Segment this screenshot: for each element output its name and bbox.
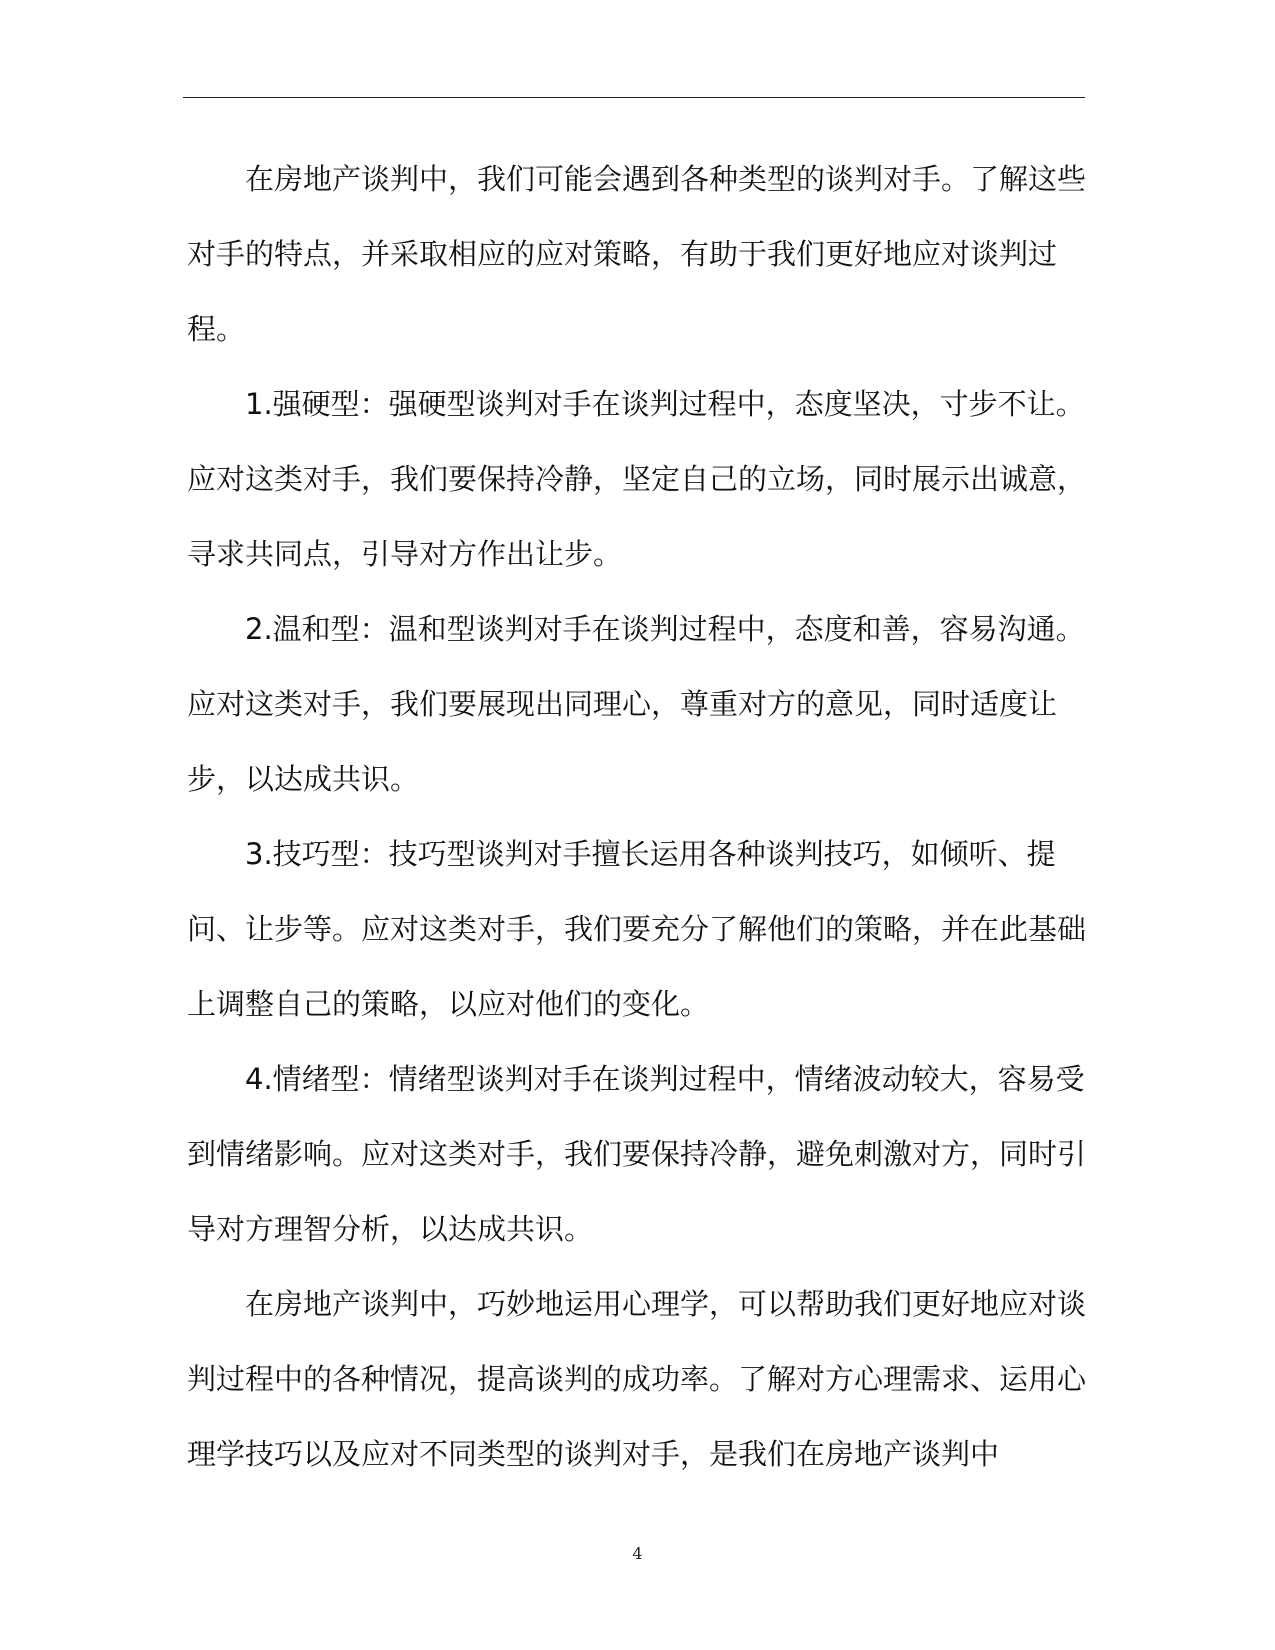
- paragraph-tough-type: 1.强硬型：强硬型谈判对手在谈判过程中，态度坚决，寸步不让。应对这类对手，我们要保持冷静，坚定自己的立场，同时展示出诚意，寻求共同点，引导对方作出让步。: [187, 387, 1087, 571]
- page-number: 4: [632, 1544, 643, 1563]
- header-rule: [183, 97, 1085, 98]
- document-body: [187, 142, 1087, 1492]
- paragraph-conclusion: 在房地产谈判中，巧妙地运用心理学，可以帮助我们更好地应对谈判过程中的各种情况，提高谈判的成功率。了解对方心理需求、运用心理学技巧以及应对不同类型的谈判对手，是我们在房地产谈判中: [187, 1287, 1087, 1471]
- paragraph-emotional-type: 4.情绪型：情绪型谈判对手在谈判过程中，情绪波动较大，容易受到情绪影响。应对这类对手，我们要保持冷静，避免刺激对方，同时引导对方理智分析，以达成共识。: [187, 1062, 1087, 1246]
- paragraph-intro: 在房地产谈判中，我们可能会遇到各种类型的谈判对手。了解这些对手的特点，并采取相应的应对策略，有助于我们更好地应对谈判过程。: [187, 162, 1087, 346]
- paragraph-skilled-type: 3.技巧型：技巧型谈判对手擅长运用各种谈判技巧，如倾听、提问、让步等。应对这类对手，我们要充分了解他们的策略，并在此基础上调整自己的策略，以应对他们的变化。: [187, 837, 1087, 1021]
- paragraph-mild-type: 2.温和型：温和型谈判对手在谈判过程中，态度和善，容易沟通。应对这类对手，我们要展现出同理心，尊重对方的意见，同时适度让步，以达成共识。: [187, 612, 1085, 796]
